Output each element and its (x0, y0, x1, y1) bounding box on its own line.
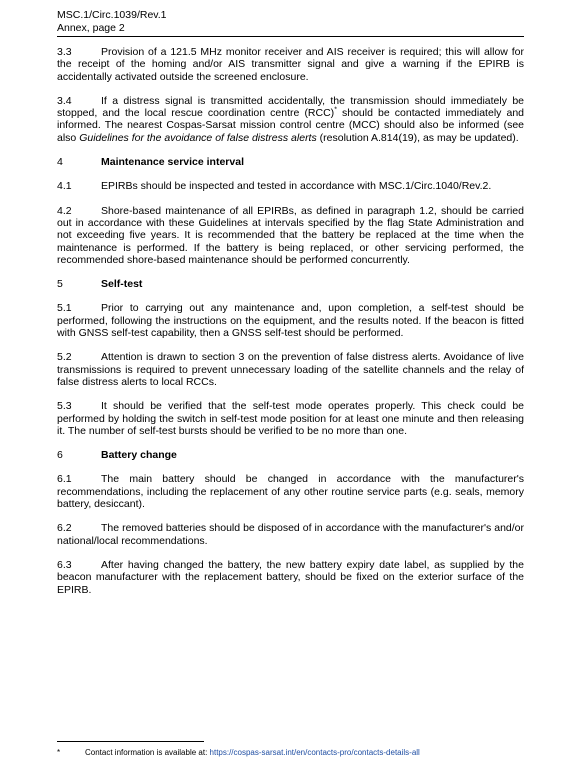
paragraph-5-2 (57, 351, 524, 388)
paragraph-5-3 (57, 400, 524, 437)
footnote-mark: * (57, 748, 61, 757)
document-body (57, 46, 524, 608)
page-header (57, 9, 167, 35)
paragraph-text: (resolution A.814(19), as may be updated). (316, 131, 519, 144)
section-number: 6 (57, 449, 63, 462)
footnote-reference: * (334, 106, 337, 114)
paragraph-text: If a distress signal is transmitted accidentally, the transmission should immediately be stopped, and the local rescue coordination centre (RCC) (57, 94, 524, 120)
paragraph-text: The main battery should be changed in accordance with the manufacturer's recommendations, including the replacement of any other routine service parts (e.g. seals, memory battery, desiccant). (57, 473, 524, 511)
paragraph-number: 5.2 (57, 351, 72, 364)
paragraph-number: 6.3 (57, 558, 72, 571)
section-number: 4 (57, 156, 63, 169)
paragraph-6-2 (57, 522, 524, 547)
paragraph-text: Provision of a 121.5 MHz monitor receiver and AIS receiver is required; this will allow for the receipt of the homing and/or AIS transmitter signal and give a warning if the EPIRB is accidentally activated outside the screened enclosure. (57, 46, 524, 83)
section-number: 5 (57, 278, 63, 291)
paragraph-number: 3.4 (57, 94, 72, 107)
paragraph-3-3 (57, 46, 524, 83)
paragraph-text: EPIRBs should be inspected and tested in accordance with MSC.1/Circ.1040/Rev.2. (101, 180, 492, 193)
paragraph-4-2 (57, 205, 524, 266)
footnote (57, 748, 420, 758)
section-title: Self-test (101, 278, 143, 291)
paragraph-number: 4.1 (57, 180, 72, 193)
paragraph-number: 4.2 (57, 204, 72, 217)
paragraph-number: 6.2 (57, 522, 72, 535)
paragraph-6-3 (57, 559, 524, 596)
page-label: Annex, page 2 (57, 22, 125, 34)
footnote-text: Contact information is available at: (85, 748, 210, 757)
section-title: Maintenance service interval (101, 156, 244, 169)
paragraph-text: After having changed the battery, the new battery expiry date label, as supplied by the beacon manufacturer with the replacement battery, should be fixed on the exterior surface of the EPIRB. (57, 558, 524, 596)
section-heading-6 (57, 449, 524, 461)
guideline-title: Guidelines for the avoidance of false distress alerts (79, 131, 317, 144)
paragraph-4-1 (57, 180, 524, 192)
paragraph-3-4 (57, 95, 524, 144)
paragraph-text: The removed batteries should be disposed of in accordance with the manufacturer's and/or national/local recommendations. (57, 522, 524, 547)
section-heading-4 (57, 156, 524, 168)
contacts-link[interactable]: https://cospas-sarsat.int/en/contacts-pro/contacts-details-all (209, 748, 420, 757)
paragraph-number: 3.3 (57, 46, 72, 58)
paragraph-5-1 (57, 302, 524, 339)
header-rule (57, 36, 524, 37)
paragraph-text: It should be verified that the self-test mode operates properly. This check could be performed by holding the switch in self-test mode position for at least one minute and then releasing it. The number of self-test bursts should be verified to be no more than one. (57, 400, 524, 437)
section-heading-5 (57, 278, 524, 290)
section-title: Battery change (101, 449, 177, 462)
paragraph-number: 5.1 (57, 302, 72, 315)
document-reference: MSC.1/Circ.1039/Rev.1 (57, 9, 167, 21)
paragraph-text: Attention is drawn to section 3 on the prevention of false distress alerts. Avoidance of live transmissions is required to prevent unnecessary loading of the satellite channels and the relay of false distress alerts to local RCCs. (57, 351, 524, 388)
paragraph-number: 5.3 (57, 400, 72, 413)
paragraph-text: should be contacted immediately and informed. The nearest Cospas-Sarsat mission control centre (MCC) should also be informed (see also (57, 107, 524, 144)
paragraph-text: Prior to carrying out any maintenance and, upon completion, a self-test should be performed, following the instructions on the equipment, and the results noted. If the beacon is fitted with GNSS self-test capability, then a GNSS self-test should be performed. (57, 302, 524, 340)
paragraph-text: Shore-based maintenance of all EPIRBs, as defined in paragraph 1.2, should be carried out in accordance with these Guidelines at intervals specified by the flag State Administration and not exceeding five years. It is recommended that the battery be replaced at the time when the maintenance is performed. If the battery is being replaced, or other servicing performed, the recommended shore-based maintenance should be performed concurrently. (57, 204, 524, 266)
paragraph-6-1 (57, 473, 524, 510)
footnote-rule (57, 741, 204, 742)
paragraph-number: 6.1 (57, 473, 72, 486)
